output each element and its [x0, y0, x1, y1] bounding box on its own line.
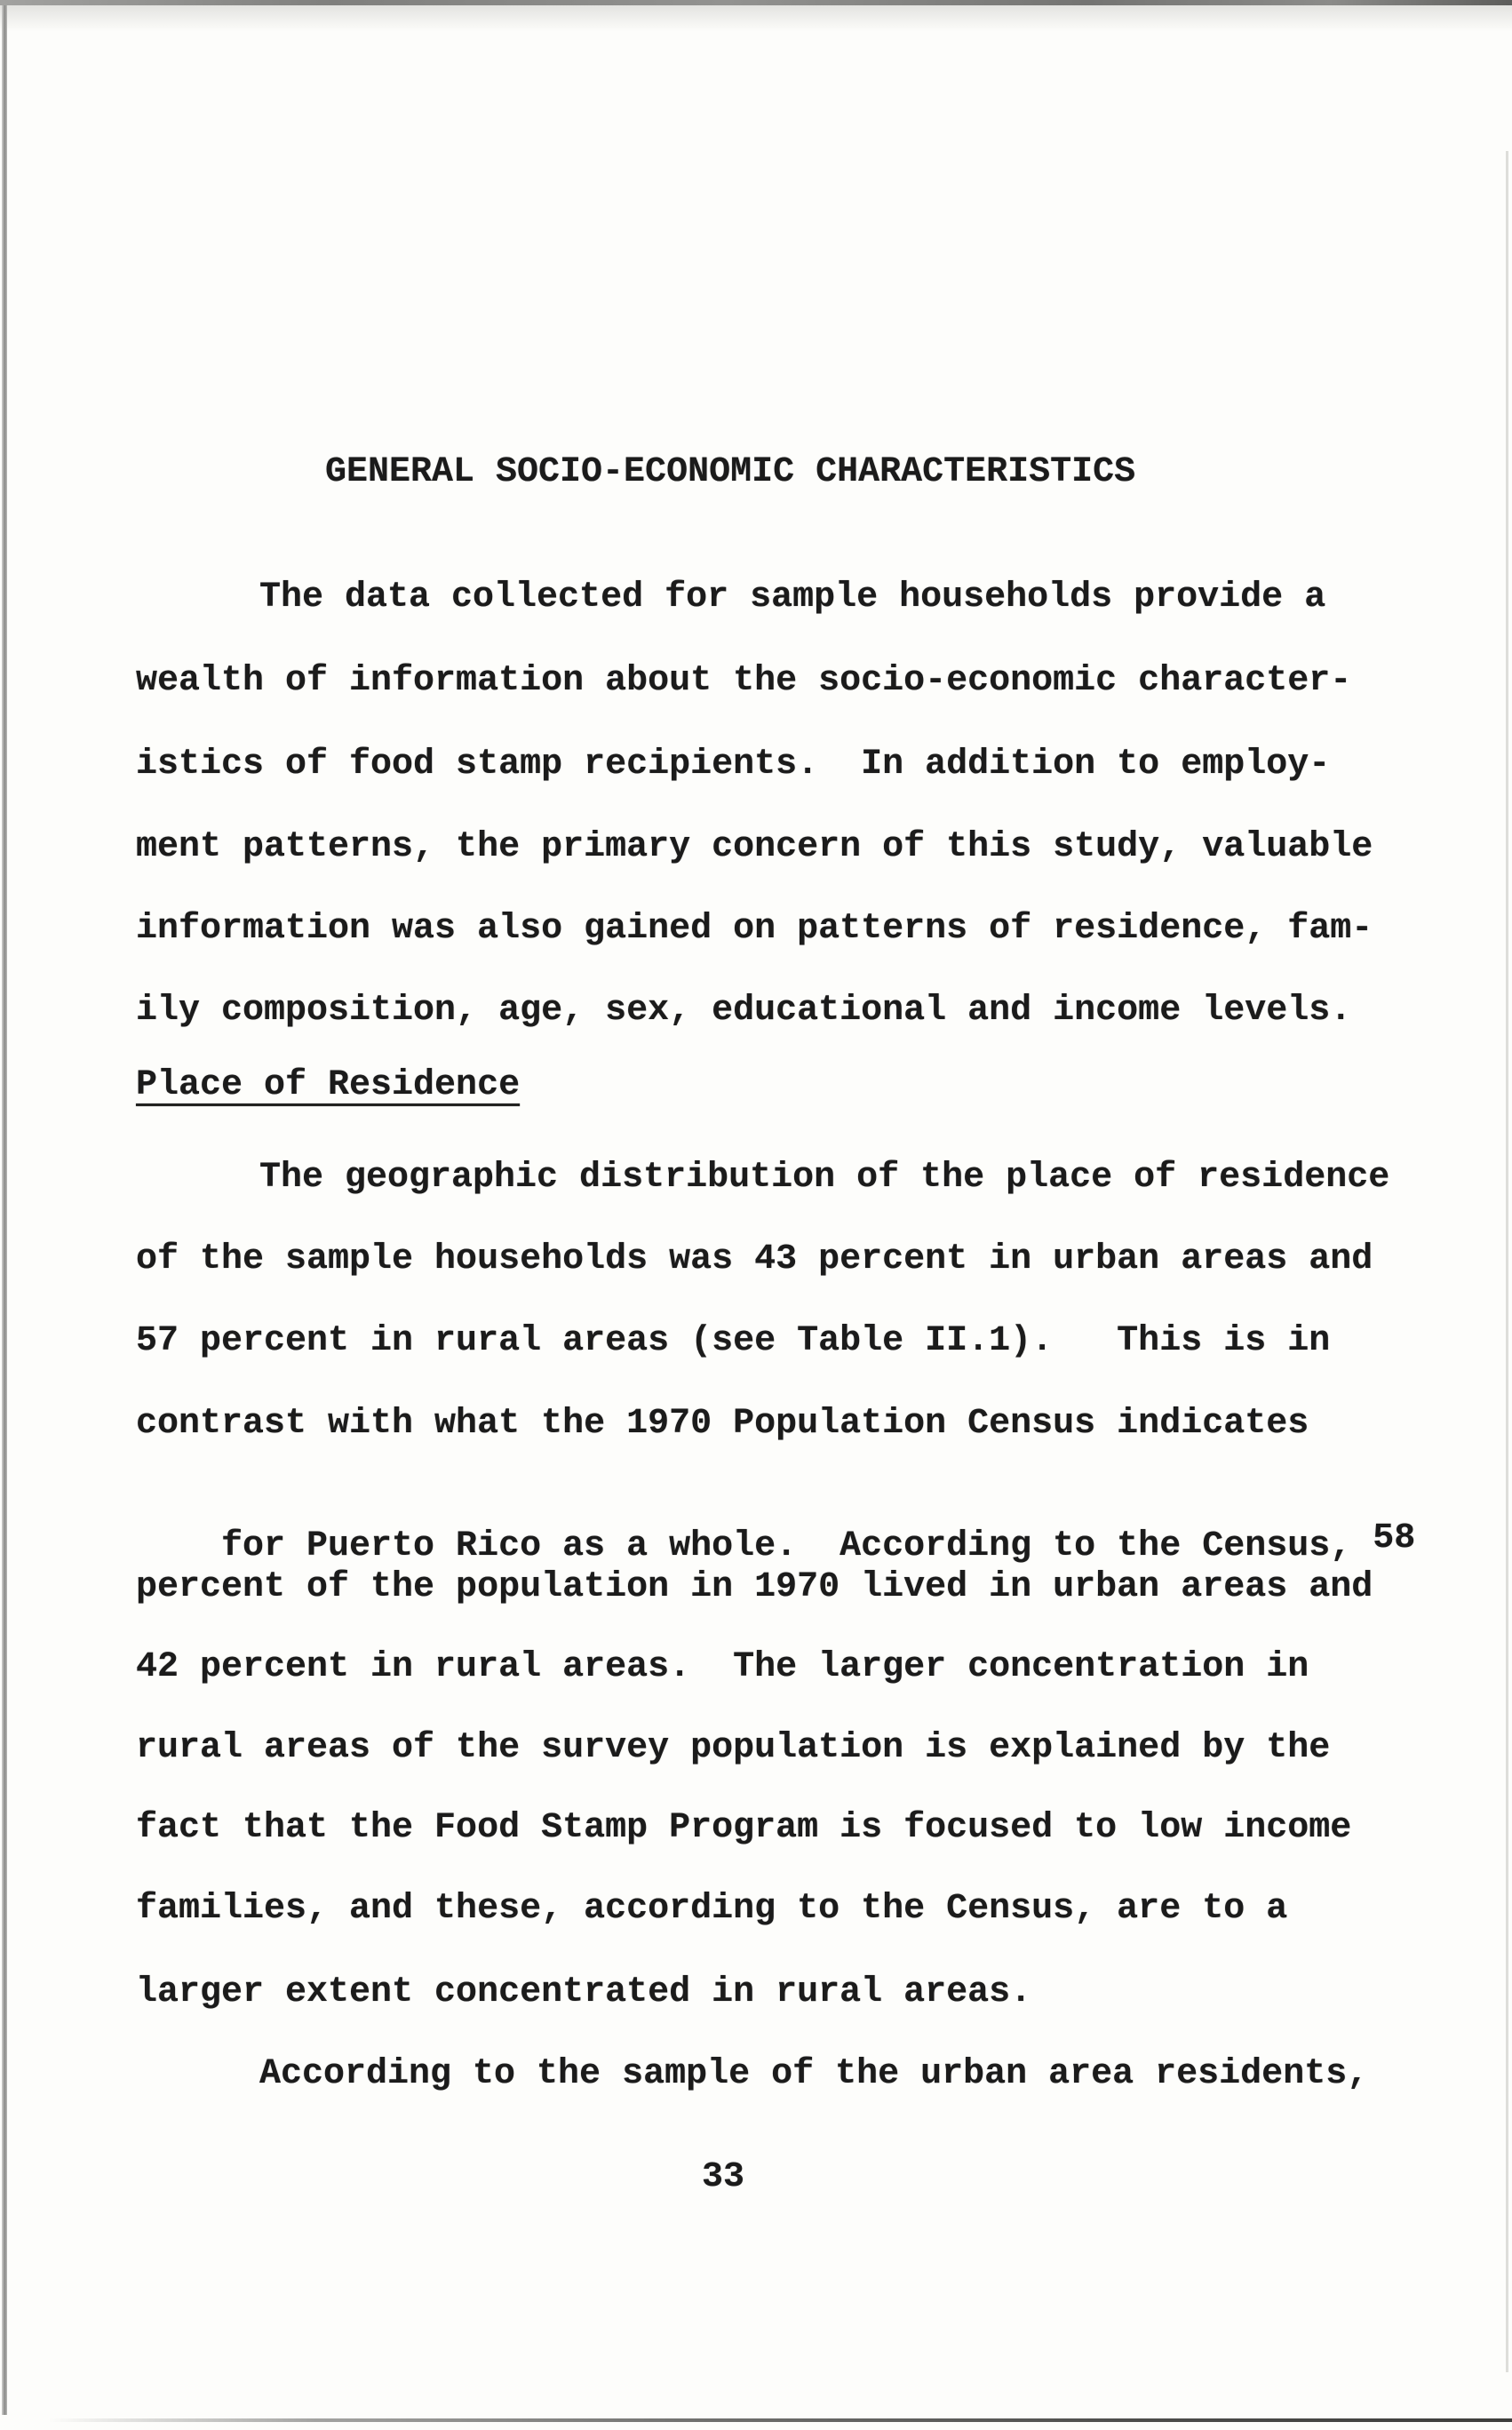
section-heading: Place of Residence — [136, 1065, 521, 1105]
text-line: percent of the population in 1970 lived in urban areas and — [136, 1567, 1373, 1607]
text-line: contrast with what the 1970 Population Census indicates — [136, 1404, 1309, 1444]
text-line: ment patterns, the primary concern of this study, valuable — [136, 827, 1373, 867]
text-line: The geographic distribution of the place of residence — [259, 1158, 1390, 1198]
raised-text-segment: 58 — [1373, 1518, 1416, 1558]
text-line: ily composition, age, sex, educational and income levels. — [136, 991, 1352, 1031]
text-line: information was also gained on patterns of residence, fam- — [136, 909, 1373, 949]
text-line: families, and these, according to the Census, are to a — [136, 1889, 1288, 1929]
text-line: larger extent concentrated in rural areas. — [136, 1972, 1032, 2012]
text-line: fact that the Food Stamp Program is focused to low income — [136, 1808, 1352, 1848]
scan-artifact-top-haze — [0, 5, 1512, 32]
scan-artifact-right-edge — [1506, 151, 1508, 2372]
document-title: GENERAL SOCIO-ECONOMIC CHARACTERISTICS — [325, 452, 1136, 492]
text-line: According to the sample of the urban area residents, — [259, 2054, 1369, 2094]
text-segment: for Puerto Rico as a whole. According to the Census, — [221, 1526, 1373, 1566]
page-number: 33 — [702, 2157, 745, 2197]
text-line: wealth of information about the socio-economic character- — [136, 661, 1352, 701]
scan-artifact-left-edge — [2, 5, 7, 2415]
text-line: The data collected for sample households provide a — [259, 578, 1326, 617]
text-line: of the sample households was 43 percent in urban areas and — [136, 1239, 1373, 1279]
text-line: 42 percent in rural areas. The larger concentration in — [136, 1647, 1309, 1687]
scan-artifact-bottom-edge — [49, 2418, 1512, 2422]
text-line: istics of food stamp recipients. In addition to employ- — [136, 745, 1331, 785]
text-line: rural areas of the survey population is explained by the — [136, 1728, 1331, 1768]
text-line: 57 percent in rural areas (see Table II.1). This is in — [136, 1321, 1331, 1361]
